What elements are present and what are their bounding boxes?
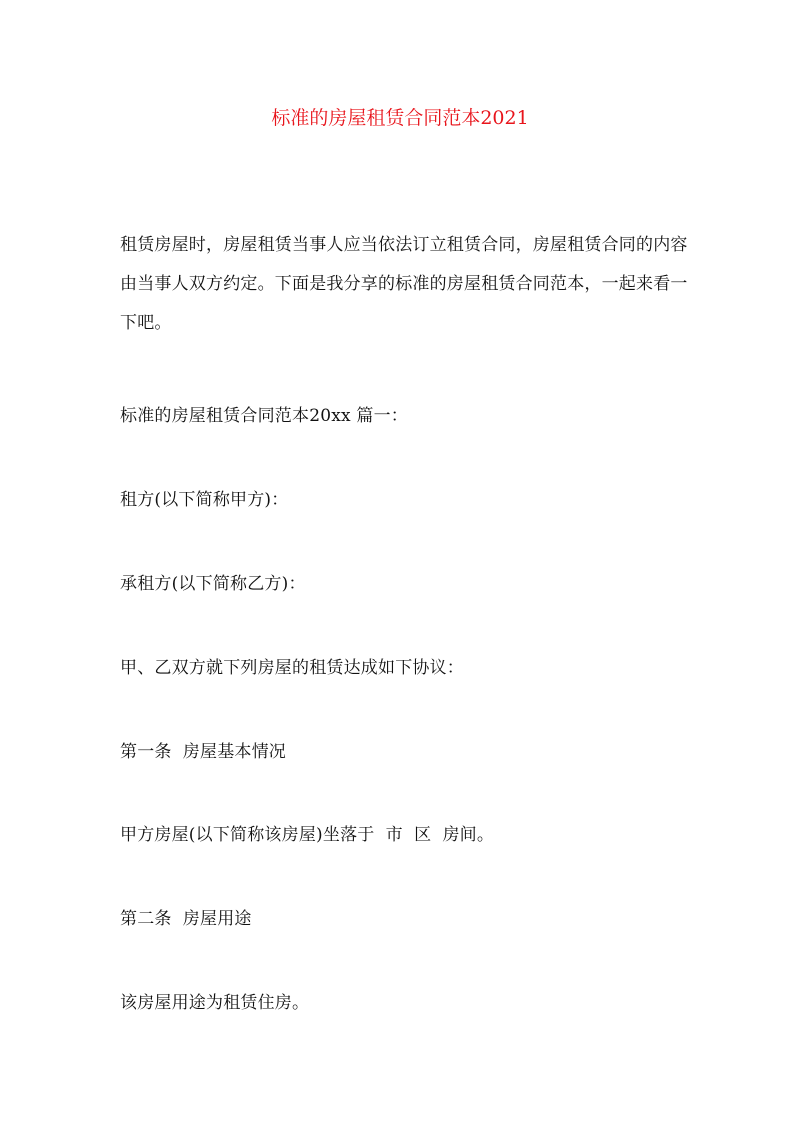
article-two-heading: 第二条 房屋用途 <box>120 909 252 929</box>
intro-paragraph: 租赁房屋时，房屋租赁当事人应当依法订立租赁合同，房屋租赁合同的内容由当事人双方约定。下面是我分享的标准的房屋租赁合同范本，一起来看一下吧。 <box>120 235 688 333</box>
article-two-content: 该房屋用途为租赁住房。 <box>120 993 310 1013</box>
section-heading-part-one: 标准的房屋租赁合同范本20xx 篇一： <box>120 406 409 426</box>
lessor-line: 租方(以下简称甲方)： <box>120 490 289 510</box>
article-one-heading: 第一条 房屋基本情况 <box>120 742 287 762</box>
article-one-content: 甲方房屋(以下简称该房屋)坐落于 市 区 房间。 <box>120 825 495 845</box>
lessee-line: 承租方(以下简称乙方)： <box>120 574 306 594</box>
document-title: 标准的房屋租赁合同范本2021 <box>271 107 529 129</box>
agreement-statement: 甲、乙双方就下列房屋的租赁达成如下协议： <box>120 658 464 678</box>
